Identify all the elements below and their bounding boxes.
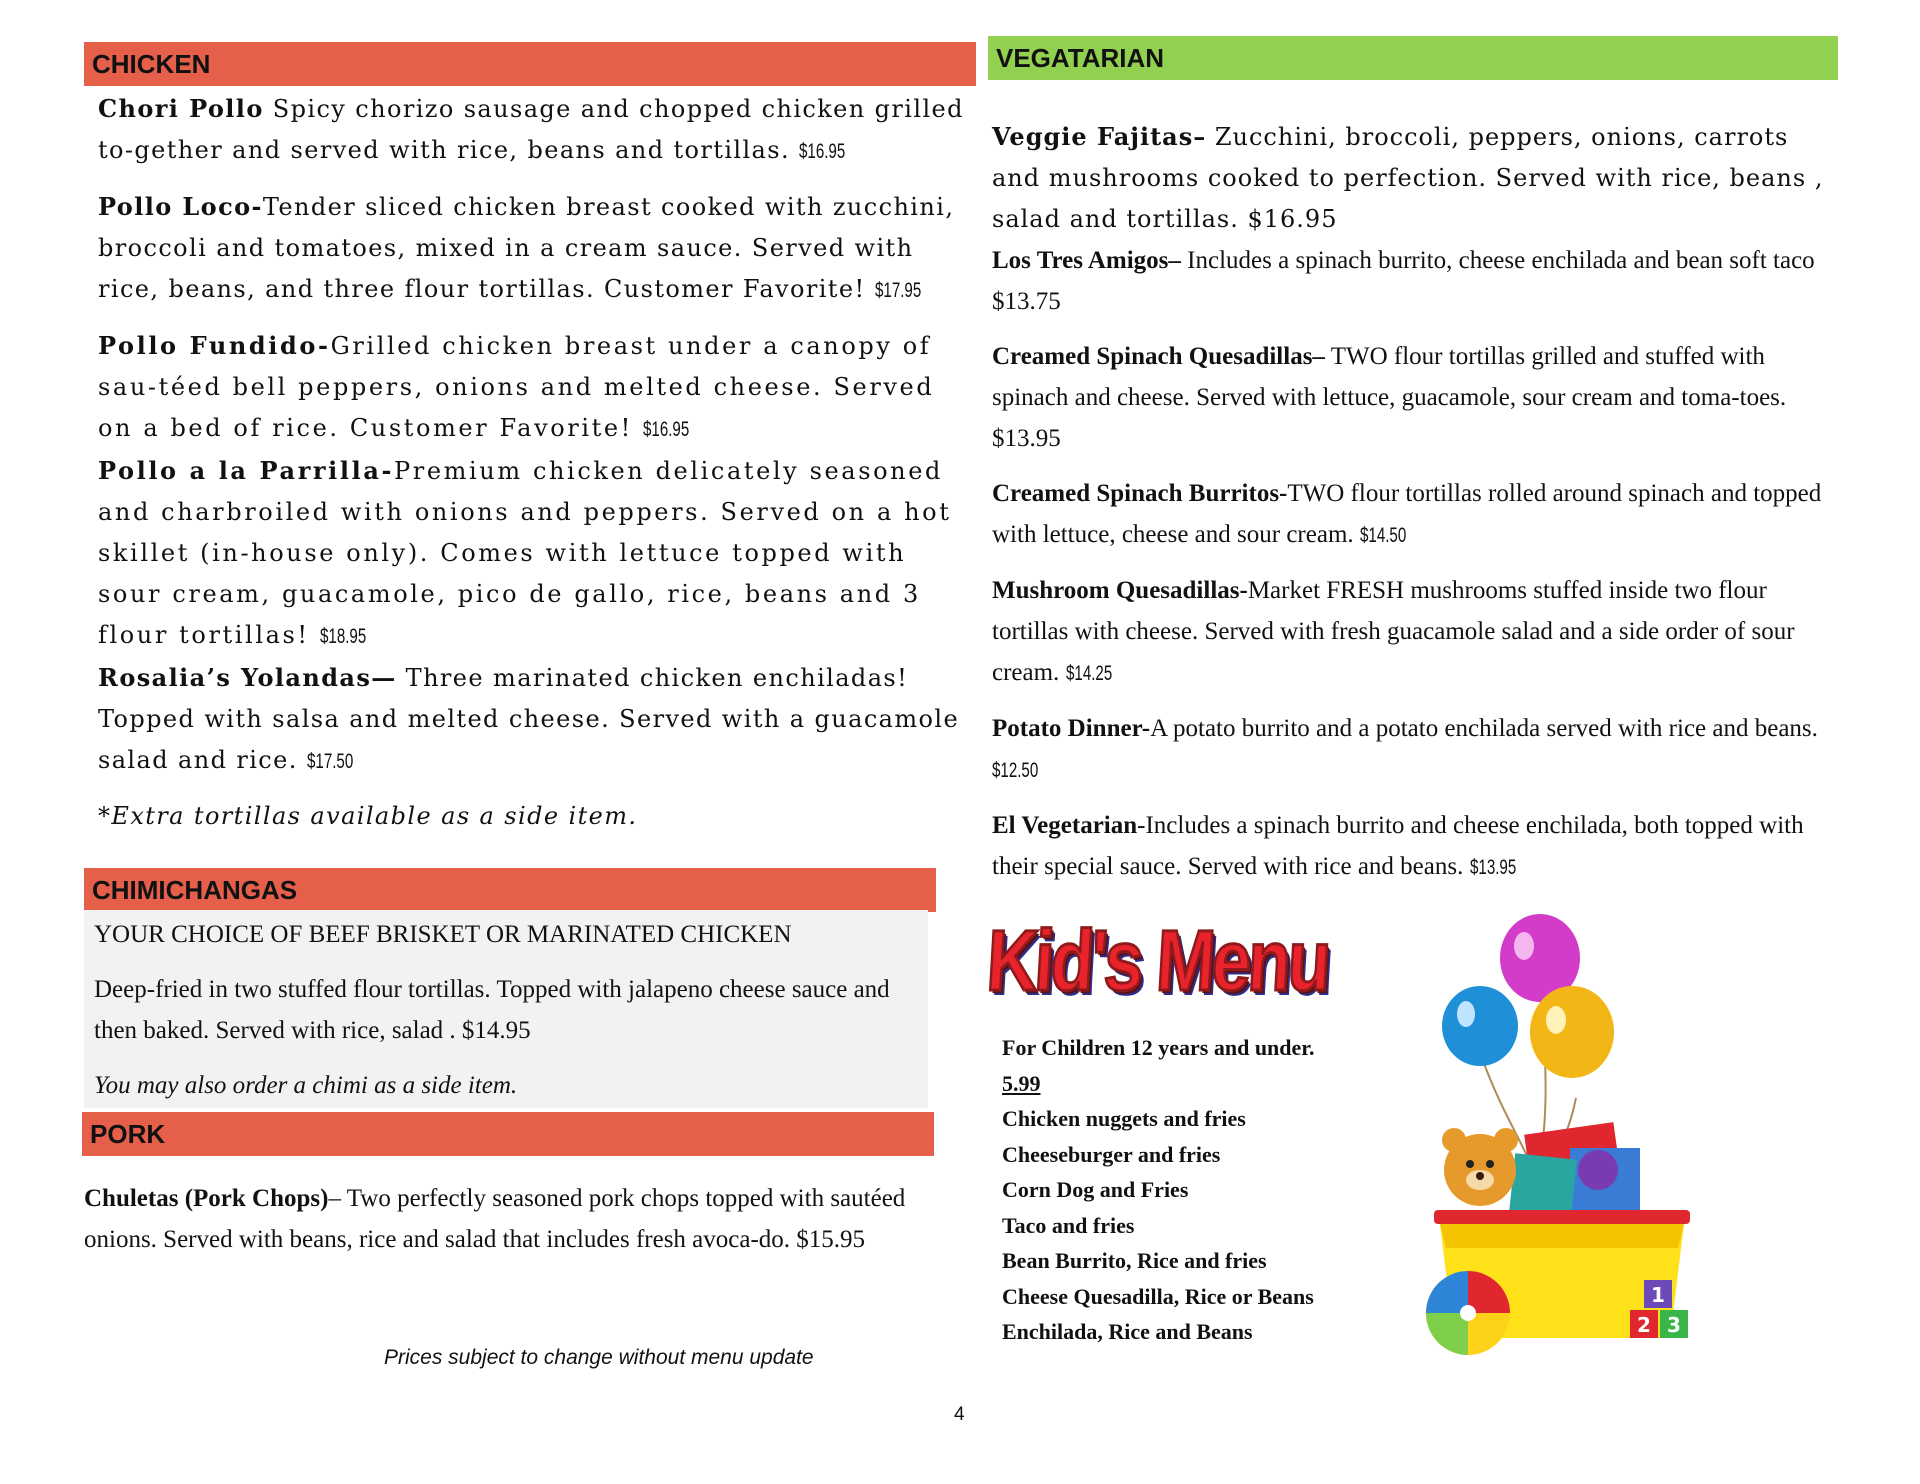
menu-item: [98, 88, 976, 172]
kids-item: Enchilada, Rice and Beans: [1002, 1319, 1253, 1344]
kids-item: Chicken nuggets and fries: [1002, 1106, 1246, 1131]
item-description: -Includes a spinach burrito and cheese enchilada, both topped with their special sauce. Served with rice and beans.: [992, 812, 1804, 880]
item-name: El Vegetarian: [992, 812, 1138, 839]
block-label: 2: [1637, 1313, 1651, 1337]
item-name: Los Tres Amigos–: [992, 247, 1181, 274]
chimi-choice: YOUR CHOICE OF BEEF BRISKET OR MARINATED CHICKEN: [94, 921, 792, 948]
yellow-balloon-icon: [1530, 986, 1614, 1078]
item-name: Pollo a la Parrilla-: [98, 456, 395, 485]
kids-menu-list: [1002, 1030, 1422, 1350]
block-label: 1: [1651, 1283, 1665, 1307]
kids-item: Taco and fries: [1002, 1212, 1135, 1238]
menu-item: [98, 657, 976, 782]
item-description: Grilled chicken breast under a canopy of sau-téed bell peppers, onions and melted cheese. Served on a bed of rice. Customer Favorite!: [98, 332, 935, 442]
item-name: Creamed Spinach Burritos-: [992, 480, 1288, 507]
item-name: Pollo Loco-: [98, 192, 263, 221]
kids-price: 5.99: [1002, 1070, 1041, 1096]
item-price: $14.50: [1359, 524, 1407, 547]
chimichangas-header: CHIMICHANGAS: [84, 868, 936, 912]
chicken-header: CHICKEN: [84, 42, 976, 86]
item-description: A potato burrito and a potato enchilada served with rice and beans.: [1150, 715, 1818, 742]
menu-item: [992, 116, 1840, 240]
item-price: $17.95: [874, 279, 921, 302]
chicken-items: [98, 88, 976, 851]
menu-item: [992, 240, 1840, 322]
item-description: Tender sliced chicken breast cooked with zucchini, broccoli and tomatoes, mixed in a cream sauce. Served with rice, beans, and three flour tortillas. Customer Favorite!: [98, 193, 955, 303]
balloons-and-toys-icon: [1420, 908, 1700, 1358]
item-description: Spicy chorizo sausage and chopped chicken grilled to-gether and served with rice, beans and tortillas.: [98, 95, 964, 164]
price-disclaimer: Prices subject to change without menu update: [384, 1346, 814, 1369]
menu-item: [98, 450, 976, 657]
item-name: Potato Dinner-: [992, 715, 1151, 742]
pork-items: [84, 1178, 934, 1274]
item-price: $13.95: [1469, 856, 1516, 879]
item-description: Premium chicken delicately seasoned and charbroiled with onions and peppers. Served on a hot skillet (in-house only). Comes with lettuce topped with sour cream, guacamole, pico de gallo, rice, beans and 3 flour tortillas!: [98, 457, 952, 649]
item-name: Chori Pollo: [98, 94, 264, 123]
item-price: $12.50: [992, 759, 1039, 782]
item-price: $16.95: [799, 140, 846, 163]
item-description: Market FRESH mushrooms stuffed inside two flour tortillas with cheese. Served with fresh guacamole salad and a side order of sour cream.: [992, 577, 1795, 686]
page-number: 4: [954, 1404, 965, 1425]
item-name: Creamed Spinach Quesadillas–: [992, 343, 1325, 370]
kids-item: Bean Burrito, Rice and fries: [1002, 1248, 1267, 1273]
menu-item: [992, 708, 1840, 791]
menu-item: [992, 473, 1840, 556]
chimi-description: Deep-fried in two stuffed flour tortillas. Topped with jalapeno cheese sauce and then baked. Served with rice, salad . $14.95: [94, 976, 890, 1044]
item-price: $14.25: [1065, 662, 1112, 685]
vegetarian-items: [992, 116, 1840, 902]
chimi-note: You may also order a chimi as a side item.: [94, 1072, 518, 1099]
kids-item: Cheeseburger and fries: [1002, 1141, 1221, 1167]
chimichangas-box: [84, 910, 928, 1108]
menu-item: [98, 186, 976, 311]
item-description: Includes a spinach burrito, cheese enchilada and bean soft taco $13.75: [992, 247, 1815, 315]
kids-item: Cheese Quesadilla, Rice or Beans: [1002, 1283, 1314, 1309]
kids-age-note: For Children 12 years and under.: [1002, 1035, 1315, 1060]
menu-item: [84, 1178, 934, 1260]
item-price: $18.95: [319, 625, 367, 648]
kids-item: Corn Dog and Fries: [1002, 1177, 1189, 1202]
menu-item: [992, 336, 1840, 459]
item-description: Three marinated chicken enchiladas! Topped with salsa and melted cheese. Served with a guacamole salad and rice.: [98, 664, 960, 774]
vegetarian-header: VEGATARIAN: [988, 36, 1838, 80]
item-description: TWO flour tortillas grilled and stuffed with spinach and cheese. Served with lettuce, guacamole, sour cream and toma-toes. $13.95: [992, 343, 1787, 452]
menu-item: [992, 570, 1840, 694]
chicken-note: *Extra tortillas available as a side item.: [98, 802, 638, 830]
item-name: Chuletas (Pork Chops): [84, 1185, 329, 1212]
pork-header: PORK: [82, 1112, 934, 1156]
item-name: Mushroom Quesadillas-: [992, 577, 1248, 604]
item-description: TWO flour tortillas rolled around spinach and topped with lettuce, cheese and sour cream.: [992, 480, 1822, 548]
item-price: $17.50: [306, 750, 354, 773]
menu-item: [98, 325, 976, 450]
block-label: 3: [1667, 1313, 1681, 1337]
item-price: $16.95: [643, 418, 690, 441]
item-name: Rosalia’s Yolandas—: [98, 663, 397, 692]
kids-menu-title: Kid's Menu: [984, 913, 1331, 1009]
item-description: Zucchini, broccoli, peppers, onions, carrots and mushrooms cooked to perfection. Served with rice, beans , salad and tortillas. $16.95: [992, 123, 1824, 233]
menu-item: [992, 805, 1840, 888]
item-description: – Two perfectly seasoned pork chops topped with sautéed onions. Served with beans, rice and salad that includes fresh avoca-do. $15.95: [84, 1185, 906, 1253]
item-name: Pollo Fundido-: [98, 331, 331, 360]
item-name: Veggie Fajitas–: [992, 122, 1207, 151]
blue-balloon-icon: [1442, 986, 1518, 1066]
